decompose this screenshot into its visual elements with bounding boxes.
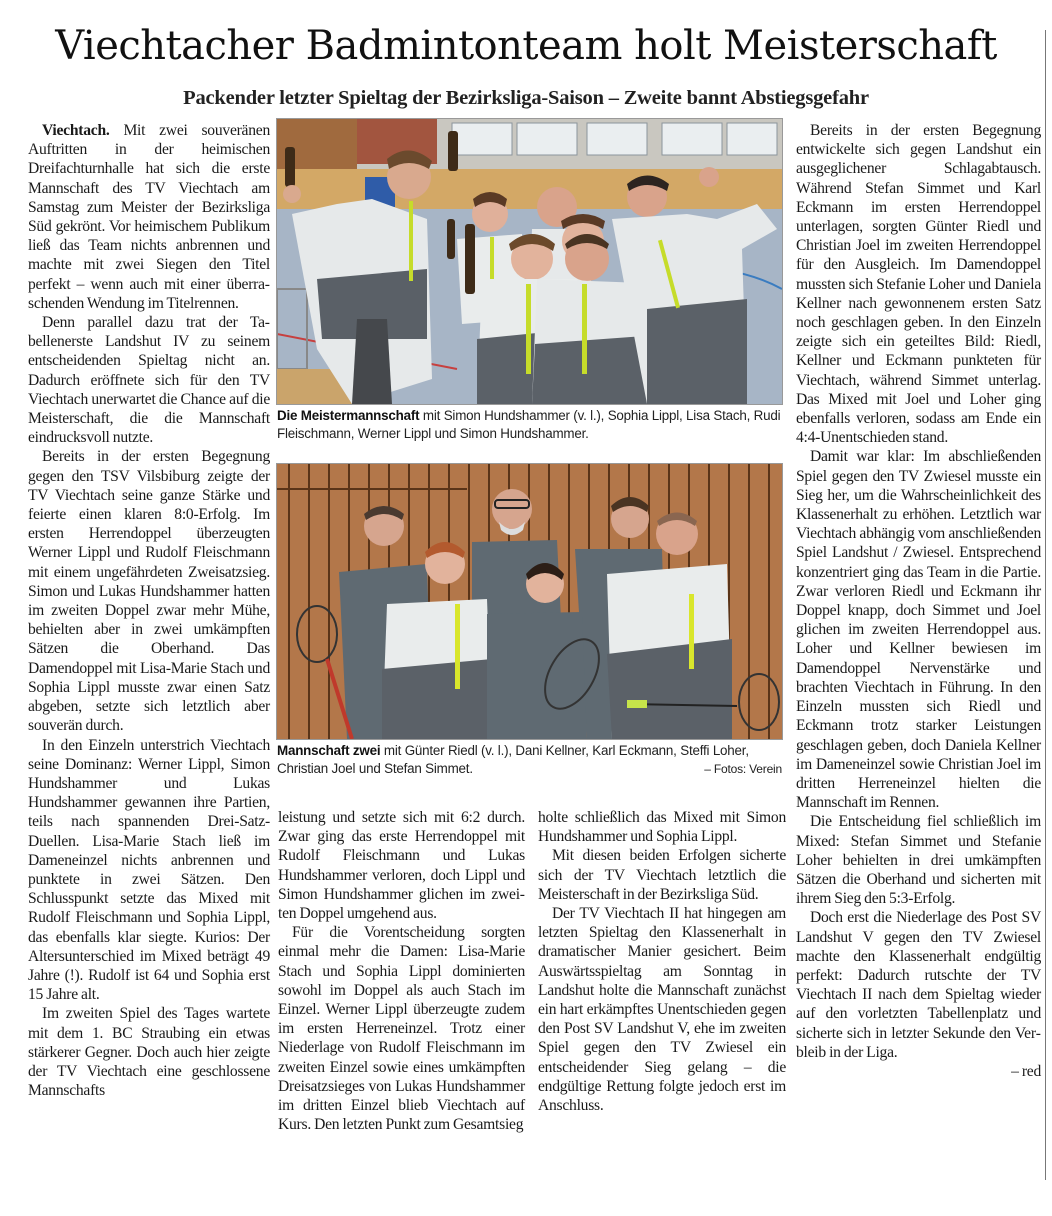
paragraph: Bereits in der ersten Begegnung gegen den TSV Vilsbiburg zeigte der TV Viechtach seine ganze Stärke und feierte einen klaren 8:0-Erfolg. Im ersten Herrendoppel überzeugten Werner Lippl und Rudolf Fleischmann mit einem ungefährdeten Zweisatzsieg. Simon und Lukas Hundshammer hatten im zweiten Doppel zwar mehr Mühe, behielten aber in zwei umkämpften Sätzen die Oberhand. Das Damendoppel mit Lisa-Marie Stach und Sophia Lippl musste zwar einen Satz abgeben, setzte sich letztlich aber souverän durch. <box>28 448 270 735</box>
paragraph: Im zweiten Spiel des Tages wartete mit dem 1. BC Straubing ein etwas stärkerer Gegner. Doch auch hier zeigte der TV Viechtach eine geschlossene Mannschafts <box>28 1005 270 1100</box>
caption-lead: Mannschaft zwei <box>277 743 381 758</box>
paragraph: leistung und setzte sich mit 6:2 durch. Zwar ging das erste Herrendoppel mit Rudolf Fleischmann und Lukas Hundshammer verloren, doch Lippl und Simon Hundshammer glichen im zweiten Doppel umgehend aus. <box>278 809 525 923</box>
article-column-4 <box>796 121 1041 1081</box>
paragraph: holte schließlich das Mixed mit Simon Hundshammer und Sophia Lippl. <box>538 809 786 846</box>
caption-text: mit Günter Riedl (v. l.), Dani Kellner, Karl Eckmann, Steffi Loher, Christian Joel und Stefan Simmet. <box>277 743 749 776</box>
photo-caption <box>277 742 782 800</box>
photo-champion-team-image <box>277 119 782 404</box>
paragraph-text: Mit zwei souveränen Auftritten in der heimischen Dreifachturnhalle hat sich die erste Mannschaft des TV Viechtach am Samstag zum Meister der Bezirksliga Süd gekrönt. Vor heimischem Publikum ließ das Team nichts anbrennen und machte mit zwei Siegen den Titel perfekt – wenn auch mit einer überraschenden Wendung im Titelrennen. <box>28 122 270 312</box>
caption-lead: Die Meistermannschaft <box>277 408 420 423</box>
paragraph: Der TV Viechtach II hat hingegen am letzten Spieltag den Klassenerhalt in dramatischer Manier gesichert. Beim Auswärtsspieltag am Sonntag in Landshut holte die Mannschaft zunächst ein hart erkämpftes Unentschieden gegen den Post SV Landshut V, ehe im zweiten Spiel gegen den TV Zwiesel ein entscheidender Sieg gelang – die endgültige Rettung folgte jedoch erst im Anschluss. <box>538 905 786 1115</box>
photo-second-team <box>276 463 783 740</box>
photo-credit: – Fotos: Verein <box>698 760 782 778</box>
caption-text: mit Simon Hundshammer (v. l.), Sophia Lippl, Lisa Stach, Rudi Fleischmann, Werner Lippl und Simon Hundshammer. <box>277 408 781 441</box>
paragraph: Mit diesen beiden Erfolgen sicherte sich der TV Viechtach letztlich die Meisterschaft in der Bezirksliga Süd. <box>538 847 786 903</box>
paragraph: Für die Vorentscheidung sorgten einmal mehr die Damen: Lisa-Marie Stach und Sophia Lippl dominierten sowohl im Doppel als auch Stach im Einzel. Werner Lippl überzeugte zudem im ersten Herreneinzel. Trotz einer Niederlage von Rudolf Fleischmann im zweiten Einzel sowie eines umkämpften Dreisatzsieges von Lukas Hundshammer im dritten Einzel blieb Viechtach auf Kurs. Den letzten Punkt zum Gesamtsieg <box>278 924 525 1134</box>
author-signature: – red <box>1011 1062 1041 1080</box>
paragraph: Doch erst die Niederlage des Post SV Landshut V gegen den TV Zwiesel machte den Klassenerhalt endgültig perfekt: Dadurch rutschte der TV Viechtach II nach dem Spieltag wieder auf den vorletzten Tabellenplatz und sicherte sich in letzter Sekunde den Verbleib in der Liga. <box>796 909 1041 1061</box>
signature-line <box>796 1062 1041 1081</box>
dateline: Viechtach. <box>42 122 110 139</box>
headline: Viechtacher Badmintonteam holt Meisterschaft <box>55 23 997 69</box>
paragraph: Bereits in der ersten Begegnung entwickelte sich gegen Landshut ein ausgeglichener Schlagabtausch. Während Stefan Simmet und Karl Eckmann im ersten Herrendoppel unterlagen, sorgten Günter Riedl und Christian Joel im zweiten Herrendoppel für den Ausgleich. Im Damendoppel mussten sich Stefanie Loher und Daniela Kellner nach gewonnenem ersten Satz noch geschlagen geben. In den Einzeln zeigte sich ein geteiltes Bild: Riedl, Kellner und Eckmann punkteten für Viechtach, während Simmet unterlag. Das Mixed mit Joel und Loher ging ebenfalls verloren, sodass am Ende ein 4:4-Unentschieden stand. <box>796 122 1041 447</box>
subheadline: Packender letzter Spieltag der Bezirksliga-Saison – Zweite bannt Abstiegsgefahr <box>183 87 869 109</box>
photo-champion-team <box>276 118 783 405</box>
paragraph: In den Einzeln unterstrich Viechtach seine Dominanz: Werner Lippl, Simon Hundshammer und Lukas Hundshammer gewannen ihre Partien, teils nach spannenden Drei-Satz-Duellen. Lisa-Marie Stach ließ im Dameneinzel nichts anbrennen und punktete in zwei Sätzen. Den Schlusspunkt setzte das Mixed mit Rudolf Fleischmann und Sophia Lippl, das ebenfalls klar siegte. Kurios: Der Altersunterschied im Mixed beträgt 49 Jahre (!). Rudolf ist 64 und Sophia erst 15 Jahre alt. <box>28 736 270 1004</box>
article-column-3 <box>538 808 786 1115</box>
column-rule <box>1045 30 1046 1180</box>
photo-caption <box>277 407 782 447</box>
paragraph: Damit war klar: Im abschließenden Spiel gegen den TV Zwiesel musste ein Sieg her, um die Wahrscheinlichkeit des Klassenerhalt zu erhöhen. Letztlich war Viechtach abhängig vom anschließenden Spiel Landshut / Zwiesel. Entsprechend konzentriert ging das Team in die Partie. Zwar verloren Riedl und Eckmann ihr Doppel knapp, doch Simmet und Joel glichen im zweiten Herrendoppel aus. Loher und Kellner bewiesen im Damendoppel Nervenstärke und brachten Viechtach in Führung. In den Einzeln mussten sich Riedl und Eckmann trotz starker Leistungen geschlagen geben, doch Daniela Kellner im Dameneinzel sowie Christian Joel im dritten Herreneinzel hielten die Mannschaft im Rennen. <box>796 448 1041 812</box>
paragraph: Die Entscheidung fiel schließlich im Mixed: Stefan Simmet und Stefanie Loher behielten in drei umkämpften Sätzen die Oberhand und sicherten mit ihrem Sieg den 5:3-Erfolg. <box>796 813 1041 908</box>
paragraph: Denn parallel dazu trat der Tabellenerste Landshut IV zu seinem entscheidenden Spieltag nicht an. Dadurch eröffnete sich für den TV Viechtach unerwartet die Chance auf die Meisterschaft, die die Mannschaft eindrucksvoll nutzte. <box>28 314 270 447</box>
paragraph <box>28 121 270 313</box>
article-column-2 <box>278 808 525 1134</box>
photo-second-team-image <box>277 464 782 739</box>
article-column-1 <box>28 121 270 1100</box>
